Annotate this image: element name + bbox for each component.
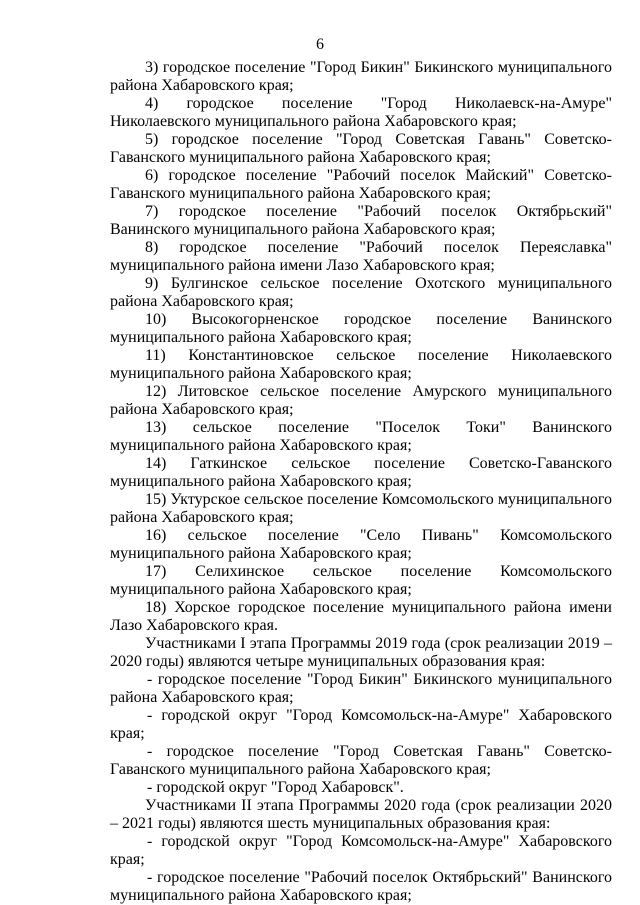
list-item-10: 10) Высокогорненское городское поселение Ванинского муниципального района Хабаровского края; bbox=[110, 311, 612, 346]
list-item-17: 17) Селихинское сельское поселение Комсомольского муниципального района Хабаровского края; bbox=[110, 563, 612, 598]
stage-2-intro: Участниками II этапа Программы 2020 года (срок реализации 2020 – 2021 годы) являются шесть муниципальных образования края: bbox=[110, 797, 612, 832]
list-item-16: 16) сельское поселение "Село Пивань" Комсомольского муниципального района Хабаровского края; bbox=[110, 527, 612, 562]
list-item-18: 18) Хорское городское поселение муниципального района имени Лазо Хабаровского края. bbox=[110, 599, 612, 634]
list-item-12: 12) Литовское сельское поселение Амурского муниципального района Хабаровского края; bbox=[110, 383, 612, 418]
stage-1-intro: Участниками I этапа Программы 2019 года (срок реализации 2019 – 2020 годы) являются четыре муниципальных образования края: bbox=[110, 635, 612, 670]
page-number: 6 bbox=[316, 36, 324, 53]
list-item-8: 8) городское поселение "Рабочий поселок Переяславка" муниципального района имени Лазо Хабаровского края; bbox=[110, 239, 612, 274]
list-item-3: 3) городское поселение "Город Бикин" Бикинского муниципального района Хабаровского края; bbox=[110, 59, 612, 94]
stage-1-participant: - городское поселение "Город Бикин" Бикинского муниципального района Хабаровского края; bbox=[110, 671, 612, 706]
list-item-7: 7) городское поселение "Рабочий поселок Октябрьский" Ванинского муниципального района Хабаровского края; bbox=[110, 203, 612, 238]
list-item-5: 5) городское поселение "Город Советская Гавань" Советско-Гаванского муниципального района Хабаровского края; bbox=[110, 131, 612, 166]
list-item-9: 9) Булгинское сельское поселение Охотского муниципального района Хабаровского края; bbox=[110, 275, 612, 310]
stage-1-participant: - городской округ "Город Хабаровск". bbox=[147, 779, 404, 796]
list-item-15: 15) Уктурское сельское поселение Комсомольского муниципального района Хабаровского края; bbox=[110, 491, 612, 526]
list-item-13: 13) сельское поселение "Поселок Токи" Ванинского муниципального района Хабаровского края; bbox=[110, 419, 612, 454]
stage-1-participant: - городской округ "Город Комсомольск-на-Амуре" Хабаровского края; bbox=[110, 707, 612, 742]
stage-1-participant: - городское поселение "Город Советская Гавань" Советско-Гаванского муниципального района Хабаровского края; bbox=[110, 743, 612, 778]
list-item-14: 14) Гаткинское сельское поселение Советско-Гаванского муниципального района Хабаровского края; bbox=[110, 455, 612, 490]
list-item-6: 6) городское поселение "Рабочий поселок Майский" Советско-Гаванского муниципального района Хабаровского края; bbox=[110, 167, 612, 202]
stage-2-participant: - городской округ "Город Комсомольск-на-Амуре" Хабаровского края; bbox=[110, 833, 612, 868]
list-item-4: 4) городское поселение "Город Николаевск-на-Амуре" Николаевского муниципального района Хабаровского края; bbox=[110, 95, 612, 130]
stage-2-participant: - городское поселение "Рабочий поселок Октябрьский" Ванинского муниципального района Хабаровского края; bbox=[110, 869, 612, 904]
list-item-11: 11) Константиновское сельское поселение Николаевского муниципального района Хабаровского края; bbox=[110, 347, 612, 382]
document-body bbox=[110, 59, 612, 905]
